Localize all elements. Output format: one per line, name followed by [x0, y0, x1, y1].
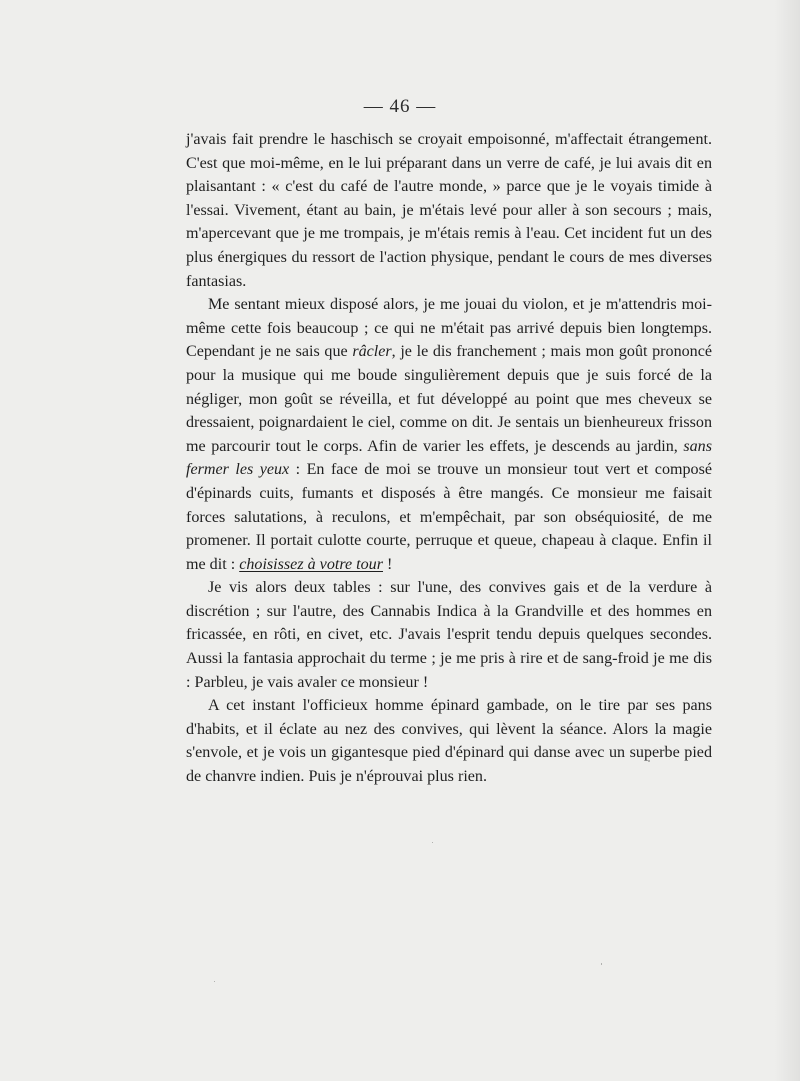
italic-sans-fermer-les-yeux: sans fermer les yeux [186, 437, 712, 479]
paragraph-1 [186, 128, 712, 293]
italic-choisissez-a-votre-tour: choisissez à votre tour [239, 555, 383, 573]
paragraph-4 [186, 694, 712, 788]
paragraph-3-text: Je vis alors deux tables : sur l'une, des convives gais et de la verdure à discrétion ; sur l'autre, des Cannabis Indica à la Grandville et des hommes en fricassée, en rôti, en civet, etc. J'avais l'esprit tendu depuis quelques secondes. Aussi la fantasia approchait du terme ; je me pris à rire et de sang-froid je me dis : Parbleu, je vais avaler ce monsieur ! [186, 579, 712, 691]
ink-speck [432, 842, 433, 843]
paragraph-4-text: A cet instant l'officieux homme épinard gambade, on le tire par ses pans d'habits, et il éclate au nez des convives, qui lèvent la séance. Alors la magie s'envole, et je vois un gigantesque pied d'épinard qui danse avec un superbe pied de chanvre indien. Puis je n'éprouvai plus rien. [186, 697, 712, 786]
ink-speck [648, 760, 650, 762]
ink-speck [601, 963, 602, 965]
paragraph-2-text-d: ! [383, 555, 393, 573]
page-edge-shadow [774, 0, 800, 1081]
paragraph-1-text: j'avais fait prendre le haschisch se croyait empoisonné, m'affectait étrangement. C'est que moi-même, en le lui préparant dans un verre de café, je lui avais dit en plaisantant : « c'est du café de l'autre monde, » parce que je le voyais timide à l'essai. Vivement, étant au bain, je m'étais levé pour aller à son secours ; mais, m'apercevant que je me trompais, je m'étais remis à l'eau. Cet incident fut un des plus énergiques du ressort de l'action physique, pendant le cours de mes diverses fantasias. [186, 131, 712, 290]
paragraph-2 [186, 293, 712, 576]
paragraph-2-text-a: Me sentant mieux disposé alors, je me jouai du violon, et je m'attendris moi-même cette fois beaucoup ; ce qui ne m'était pas arrivé depuis bien longtemps. Cependant je ne sais que [186, 296, 712, 361]
body-text [186, 128, 712, 789]
paragraph-2-text-b: , je le dis franchement ; mais mon goût prononcé pour la musique qui me boude singulièrement depuis que je suis forcé de la négliger, mon goût se réveilla, et fut développé au point que mes cheveux se dressaient, poignardaient le ciel, comme on dit. Je sentais un bienheureux frisson me parcourir tout le corps. Afin de varier les effets, je descends au jardin, [186, 343, 713, 455]
page-number: — 46 — [363, 96, 437, 117]
paragraph-3 [186, 576, 712, 694]
italic-racler: râcler [352, 343, 392, 361]
ink-speck [214, 981, 215, 982]
paragraph-2-text-c: : En face de moi se trouve un monsieur tout vert et composé d'épinards cuits, fumants et disposés à être mangés. Ce monsieur me faisait forces salutations, à reculons, et m'empêchait, par son obséquiosité, de me promener. Il portait culotte courte, perruque et queue, chapeau à claque. Enfin il me dit : [186, 461, 713, 573]
